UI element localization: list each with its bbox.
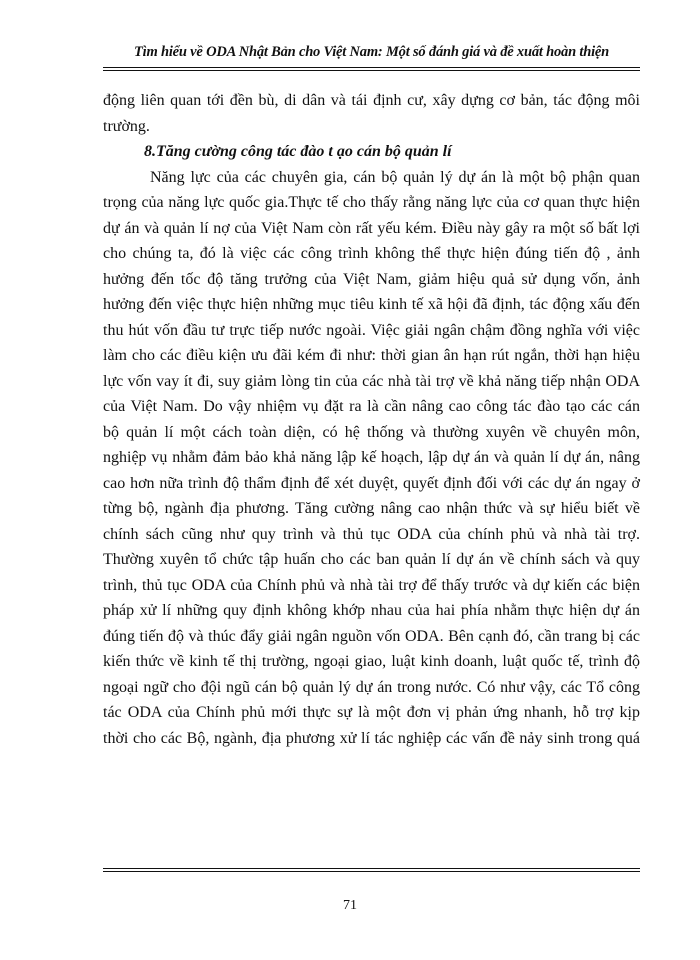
text-line: tác ODA của Chính phủ mới thực sự là một đơn vị phản ứng nhanh, hỗ trợ kịp (103, 704, 640, 721)
text-line: bộ quản lí một cách toàn diện, có hệ thống và thường xuyên về chuyên môn, (103, 423, 640, 441)
page-number: 71 (343, 898, 357, 913)
text-line: hưởng đến tốc độ tăng trưởng của Việt Nam, giảm hiệu quả sử dụng vốn, ảnh (103, 270, 640, 288)
text-line: cao hơn nữa trình độ thẩm định để xét duyệt, quyết định đối với các dự án ngay ở (103, 474, 640, 492)
text-line: kiến thức về kinh tế thị trường, ngoại giao, luật kinh doanh, luật quốc tế, trình độ (103, 653, 640, 670)
text-line: của Việt Nam. Do vậy nhiệm vụ đặt ra là cần nâng cao công tác đào tạo các cán (103, 398, 640, 415)
text-line: ngoại ngữ cho đội ngũ cán bộ quản lý dự án trong nước. Có như vậy, các Tổ công (103, 678, 640, 696)
text-line: đúng tiến độ và thúc đẩy giải ngân nguồn vốn ODA. Bên cạnh đó, cần trang bị các (103, 627, 640, 645)
footer-rule (103, 868, 640, 872)
text-line: thời cho các Bộ, ngành, địa phương xử lí tác nghiệp các vấn đề nảy sinh trong quá (103, 729, 640, 747)
text-line: trường. (103, 117, 150, 135)
text-line: dự án và quản lí nợ của Việt Nam còn rất yếu kém. Điều này gây ra một số bất lợi (103, 219, 640, 237)
page-body (103, 88, 640, 751)
text-line: nghiệp vụ nhằm đảm bảo khả năng lập kế hoạch, lập dự án và quản lí dự án, nâng (103, 449, 640, 466)
text-line: làm cho các điều kiện ưu đãi kém đi như: thời gian ân hạn rút ngắn, thời hạn hiệu (103, 347, 640, 364)
text-line: lực vốn vay ít đi, suy giảm lòng tin của các nhà tài trợ về khả năng tiếp nhận ODA (103, 372, 640, 390)
text-line: chính sách cũng như quy trình và thủ tục ODA của chính phủ và nhà tài trợ. (103, 525, 640, 543)
text-line: hưởng đến việc thực hiện những mục tiêu kinh tế xã hội đã định, tác động xấu đến (103, 296, 640, 313)
section-heading: 8.Tăng cường công tác đào t ạo cán bộ quản lí (144, 143, 452, 160)
text-line: trình, thủ tục ODA của Chính phủ và nhà tài trợ để thấy trước và dự kiến các biện (103, 576, 640, 594)
text-line: cho chúng ta, đó là việc các công trình không thể thực hiện đúng tiến độ , ảnh (103, 245, 640, 262)
text-line: trọng của năng lực quốc gia.Thực tế cho thấy rằng năng lực của cơ quan thực hiện (103, 194, 640, 211)
running-header: Tìm hiểu về ODA Nhật Bản cho Việt Nam: Một số đánh giá và đề xuất hoàn thiện (133, 44, 610, 60)
text-line: pháp xử lí những quy định không khớp nhau của hai phía nhằm thực hiện dự án (103, 602, 640, 619)
text-line: Thường xuyên tổ chức tập huấn cho các ban quản lí dự án về chính sách và quy (103, 551, 640, 568)
text-line: động liên quan tới đền bù, di dân và tái định cư, xây dựng cơ bản, tác động môi (103, 92, 640, 109)
text-line: Năng lực của các chuyên gia, cán bộ quản lý dự án là một bộ phận quan (150, 168, 640, 186)
text-line: thu hút vốn đầu tư trực tiếp nước ngoài. Việc giải ngân chậm đồng nghĩa với việc (103, 321, 640, 339)
header-rule (103, 67, 640, 71)
paragraph (103, 165, 640, 752)
text-line: từng bộ, ngành địa phương. Tăng cường nâng cao nhận thức và sự hiểu biết về (103, 500, 640, 517)
